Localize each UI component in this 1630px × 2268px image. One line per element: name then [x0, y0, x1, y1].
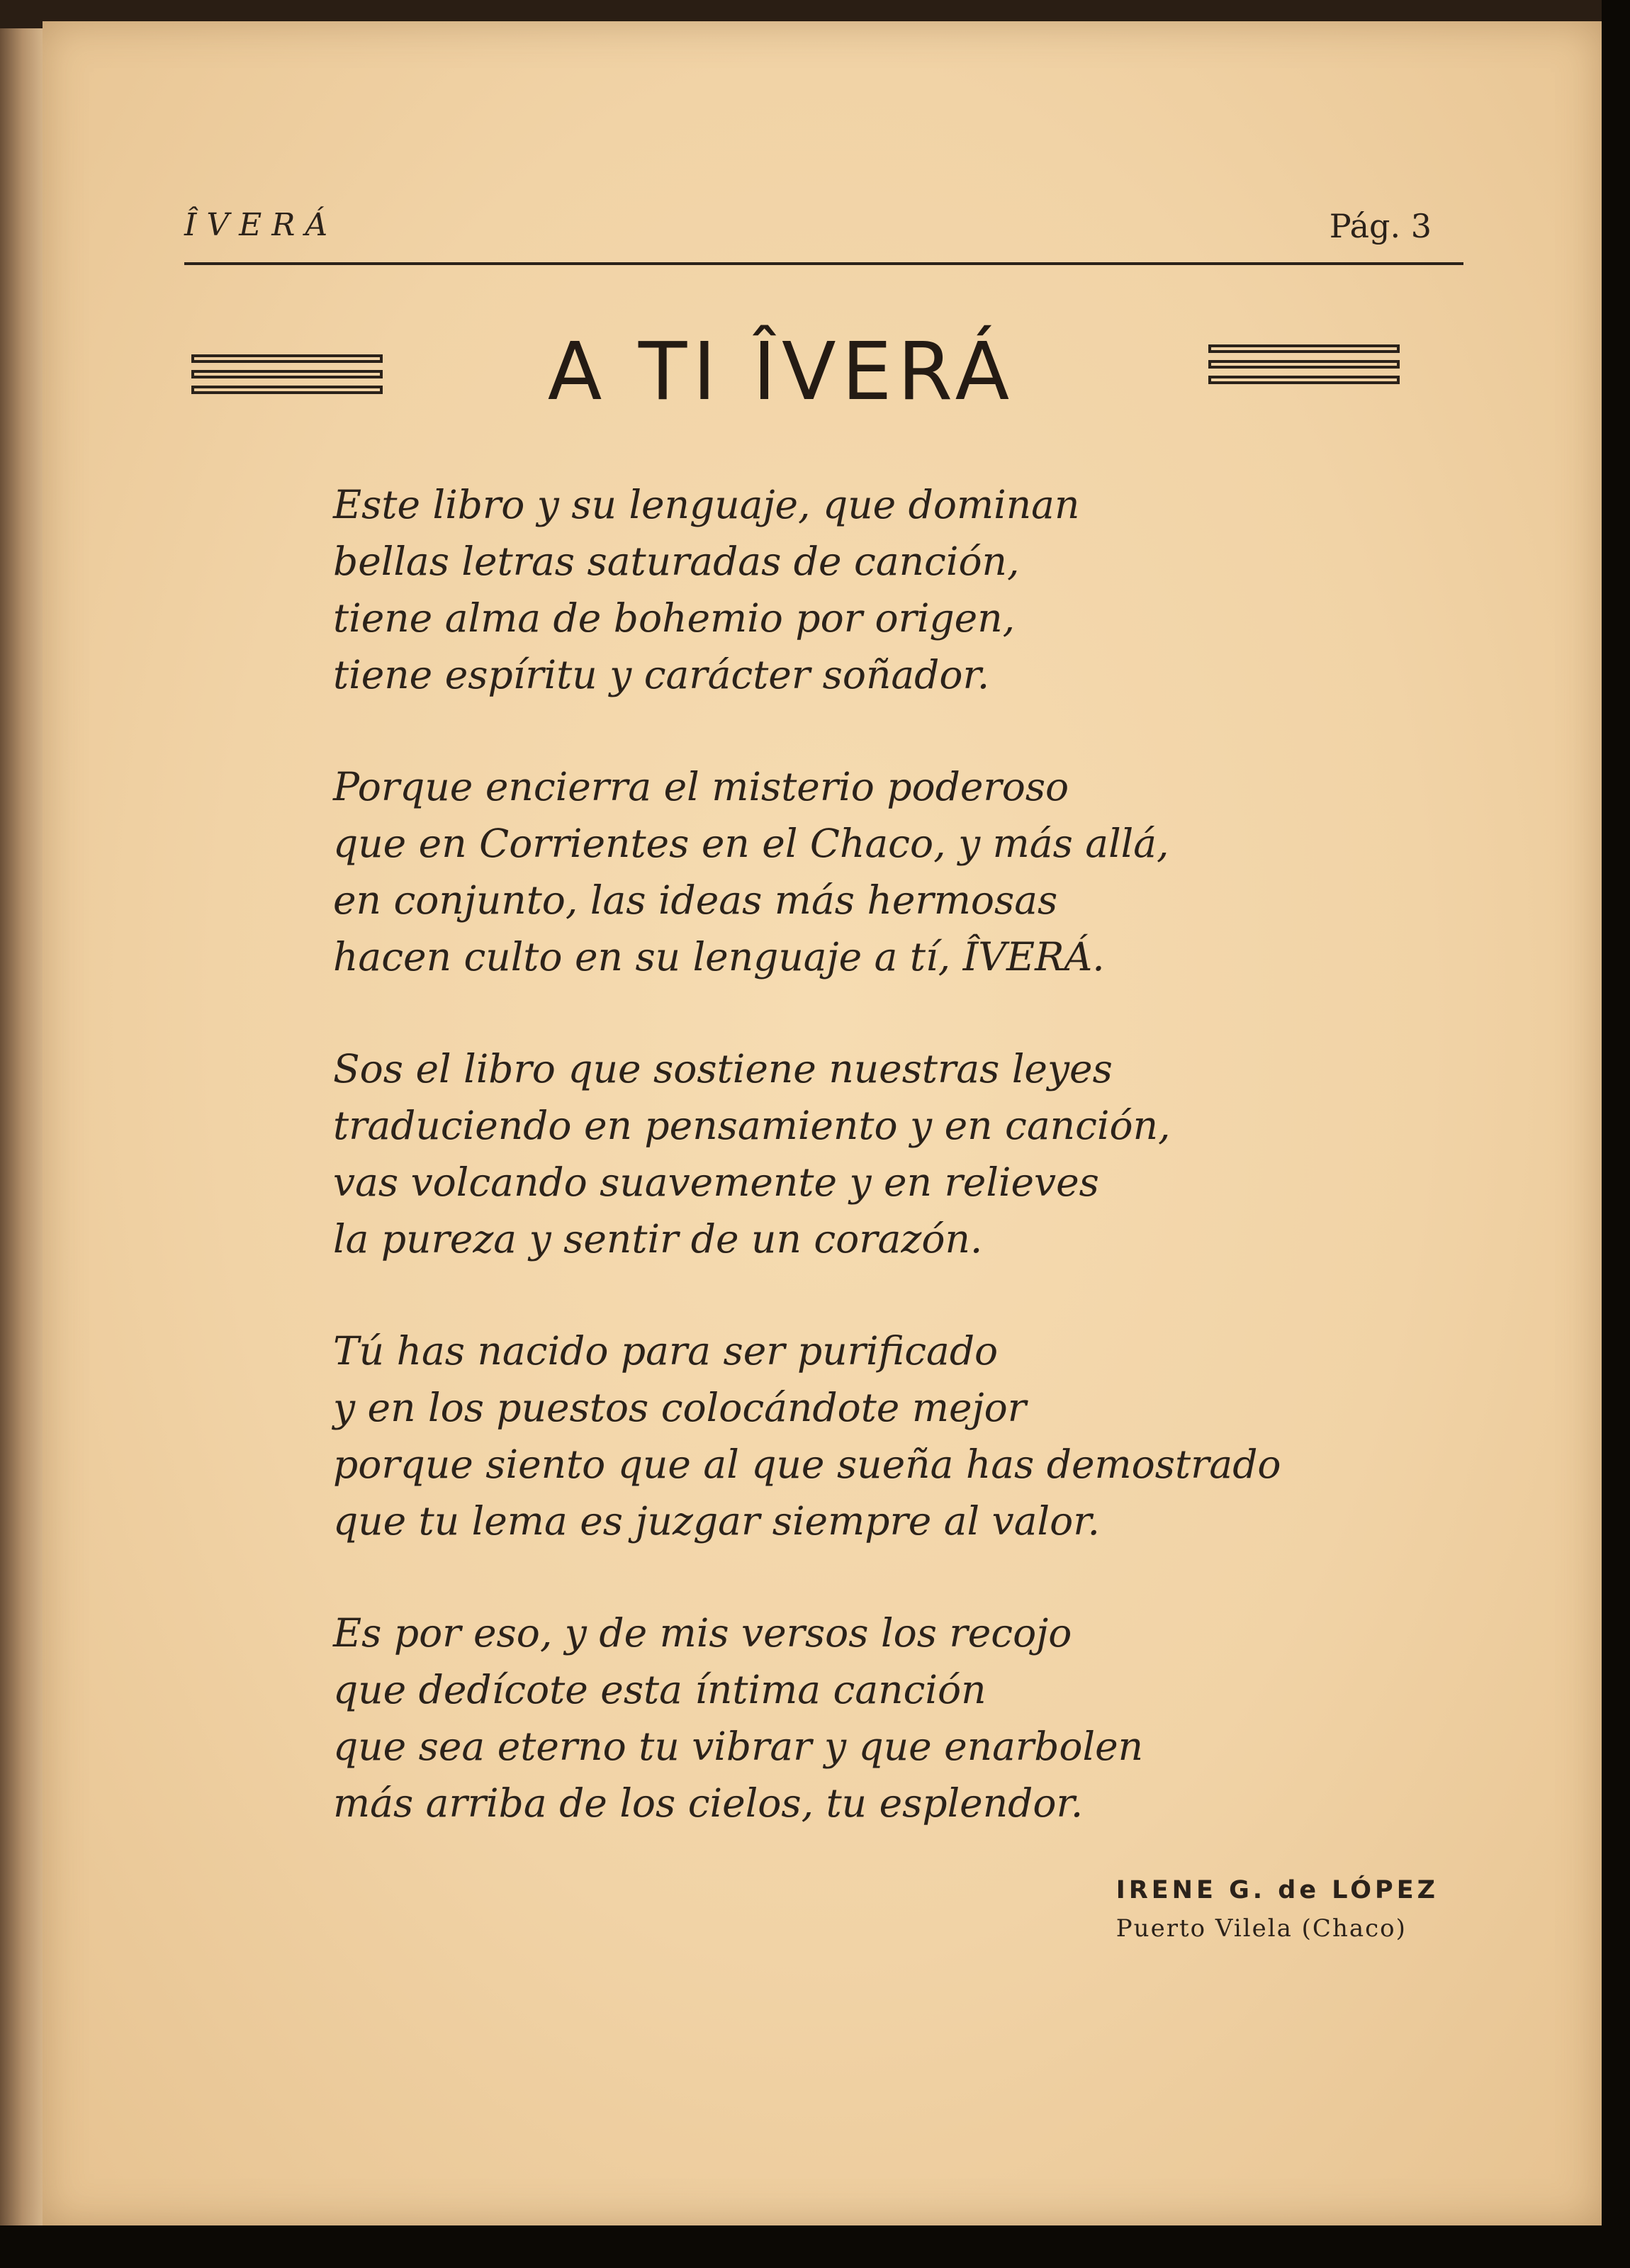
- poem-line: en conjunto, las ideas más hermosas: [333, 877, 1058, 923]
- poem-line: que tu lema es juzgar siempre al valor.: [333, 1498, 1100, 1544]
- poem-line: Porque encierra el misterio poderoso: [333, 764, 1069, 809]
- author-name: IRENE G. de LÓPEZ: [1115, 1876, 1439, 1904]
- stanza-3: [333, 1040, 1439, 1267]
- stanza-1: [333, 476, 1439, 703]
- poem-line: Sos el libro que sostiene nuestras leyes: [333, 1046, 1113, 1091]
- poem-title: A TI ÎVERÁ: [547, 326, 1016, 418]
- poem-line: bellas letras saturadas de canción,: [333, 539, 1020, 584]
- poem-line: porque siento que al que sueña has demostrado: [333, 1442, 1281, 1487]
- poem-line: Este libro y su lenguaje, que dominan: [333, 482, 1080, 527]
- poem-line: y en los puestos colocándote mejor: [333, 1385, 1026, 1430]
- poem-line: Tú has nacido para ser purificado: [333, 1328, 999, 1374]
- poem-line: que en Corrientes en el Chaco, y más allá,: [333, 821, 1169, 866]
- poem-body: [333, 476, 1439, 1887]
- book-spine-edge: [0, 28, 45, 2233]
- stanza-2: [333, 758, 1439, 985]
- running-head: ÎVERÁ: [184, 207, 338, 243]
- author-signature: [1116, 1871, 1439, 1948]
- title-ornament-right-icon: [1208, 344, 1400, 391]
- poem-line: que sea eterno tu vibrar y que enarbolen: [333, 1724, 1144, 1769]
- poem-line: traduciendo en pensamiento y en canción,: [333, 1103, 1171, 1148]
- stanza-5: [333, 1605, 1439, 1831]
- scan-border-bottom: [0, 2225, 1630, 2268]
- stanza-4: [333, 1323, 1439, 1549]
- poem-line: tiene espíritu y carácter soñador.: [333, 652, 990, 697]
- poem-line: la pureza y sentir de un corazón.: [333, 1216, 983, 1262]
- poem-line: vas volcando suavemente y en relieves: [333, 1160, 1099, 1205]
- header-rule: [184, 262, 1463, 265]
- poem-line: tiene alma de bohemio por origen,: [333, 595, 1016, 641]
- poem-line: más arriba de los cielos, tu esplendor.: [333, 1780, 1084, 1826]
- page-number: Pág. 3: [1329, 207, 1432, 245]
- poem-line: que dedícote esta íntima canción: [333, 1667, 987, 1712]
- author-place: Puerto Vilela (Chaco): [1115, 1914, 1407, 1943]
- scan-border-right: [1602, 0, 1630, 2268]
- title-row: [142, 319, 1421, 432]
- poem-line: Es por eso, y de mis versos los recojo: [333, 1610, 1072, 1656]
- poem-line: hacen culto en su lenguaje a tí, ÎVERÁ.: [333, 934, 1105, 979]
